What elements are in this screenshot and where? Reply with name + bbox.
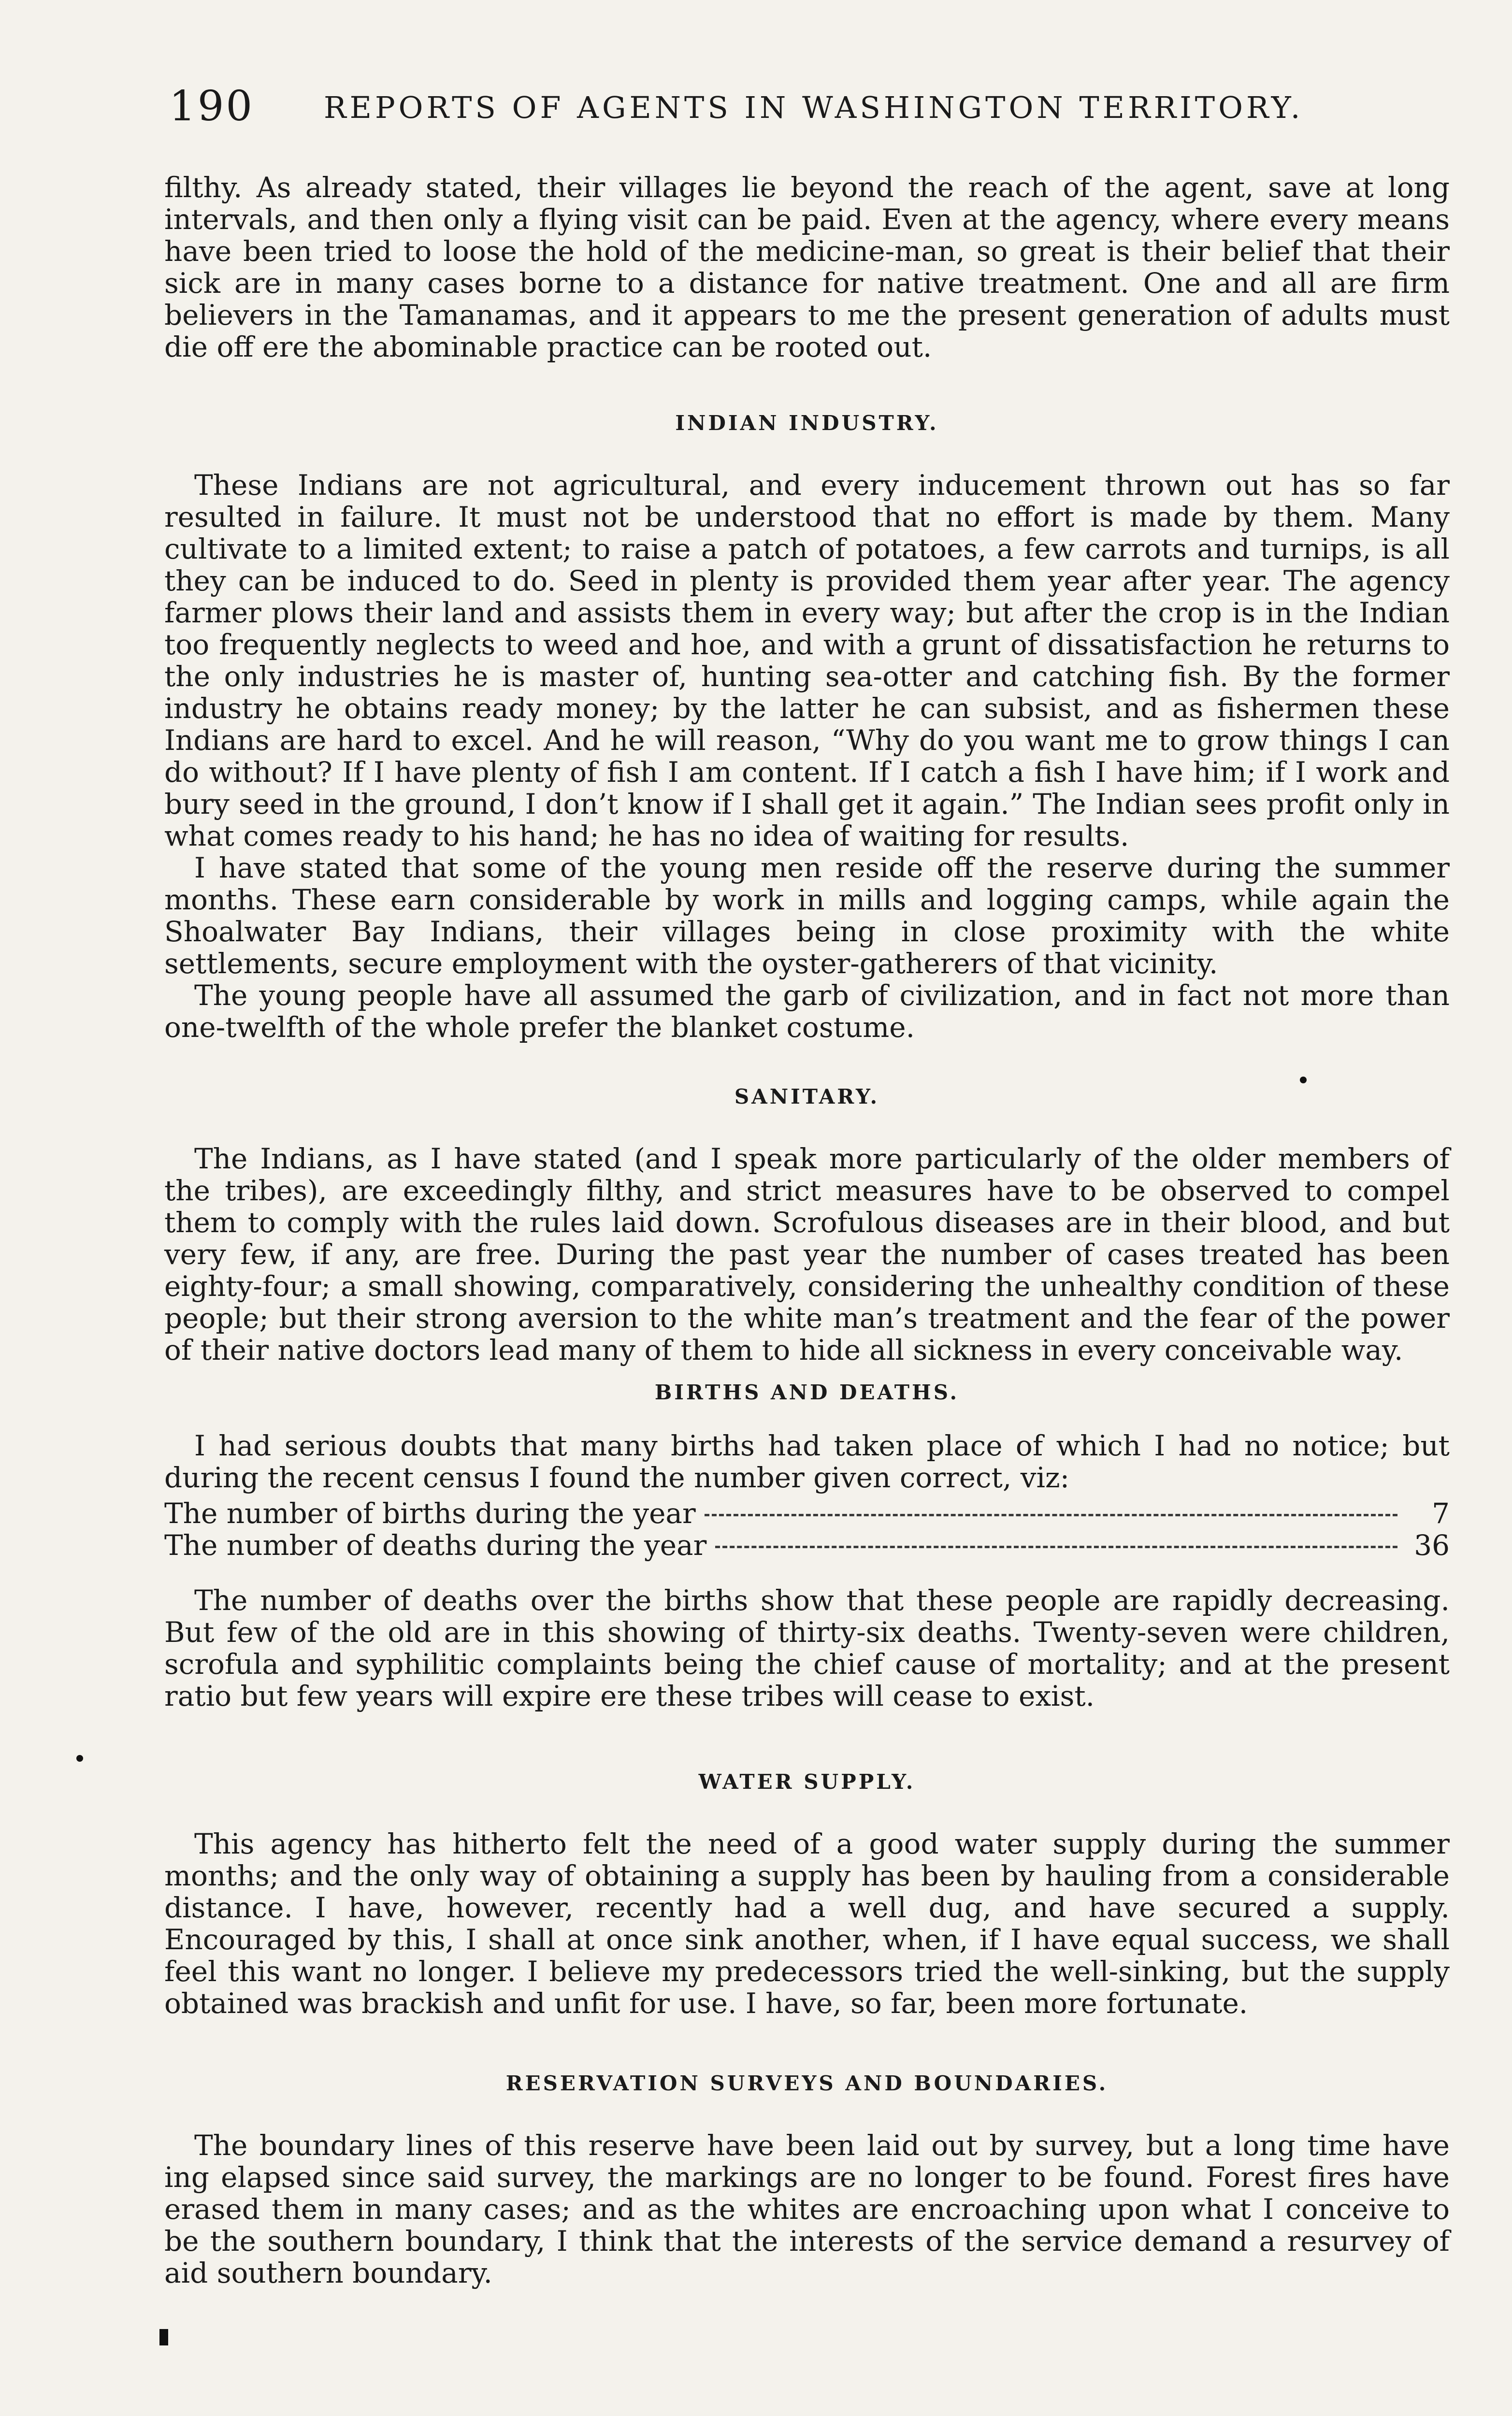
industry-paragraph-2: I have stated that some of the young men reside off the reserve during the summer months. These earn considerable by work in mills and logging camps, while again the Shoalwater Bay Indians, their villages being in close proximity with the white settlements, secure employment with the oyster-gatherers of that vicinity. <box>164 851 1450 980</box>
tally-label: The number of deaths during the year <box>164 1529 707 1562</box>
industry-paragraph-3: The young people have all assumed the garb of civilization, and in fact not more than one-twelfth of the whole prefer the blanket costume. <box>164 979 1450 1044</box>
ink-speck <box>1300 1077 1307 1083</box>
tally-row-births <box>164 1497 1450 1529</box>
births-deaths-tally <box>164 1497 1450 1561</box>
ink-mark <box>159 2329 168 2345</box>
industry-paragraph-1: These Indians are not agricultural, and every inducement thrown out has so far resulted in failure. It must not be understood that no effort is made by them. Many cultivate to a limited extent; to raise a patch of potatoes, a few carrots and turnips, is all they can be induced to do. Seed in plenty is provided them year after year. The agency farmer plows their land and assists them in every way; but after the crop is in the Indian too frequently neglects to weed and hoe, and with a grunt of dissatisfaction he returns to the only industries he is master of, hunting sea-otter and catching fish. By the former industry he obtains ready money; by the latter he can subsist, and as fishermen these Indians are hard to excel. And he will reason, “Why do you want me to grow things I can do without? If I have plenty of fish I am content. If I catch a fish I have him; if I work and bury seed in the ground, I don’t know if I shall get it again.” The Indian sees profit only in what comes ready to his hand; he has no idea of waiting for results. <box>164 469 1450 852</box>
dot-leader <box>715 1546 1397 1548</box>
running-title: REPORTS OF AGENTS IN WASHINGTON TERRITORY. <box>324 90 1304 125</box>
section-heading-sanitary: SANITARY. <box>734 1085 880 1108</box>
page-number: 190 <box>169 82 255 130</box>
section-heading-indian-industry: INDIAN INDUSTRY. <box>675 411 939 435</box>
tally-value: 7 <box>1432 1497 1450 1530</box>
births-intro-paragraph: I had serious doubts that many births had taken place of which I had no notice; but during the recent census I found the number given correct, viz: <box>164 1429 1450 1494</box>
dot-leader <box>705 1514 1397 1516</box>
water-supply-paragraph: This agency has hitherto felt the need of a good water supply during the summer months; and the only way of obtaining a supply has been by hauling from a considerable distance. I have, however, recently had a well dug, and have secured a supply. Encouraged by this, I shall at once sink another, when, if I have equal success, we shall feel this want no longer. I believe my predecessors tried the well-sinking, but the supply obtained was brackish and unfit for use. I have, so far, been more fortunate. <box>164 1827 1450 2020</box>
sanitary-paragraph: The Indians, as I have stated (and I speak more particularly of the older members of the tribes), are exceedingly filthy, and strict measures have to be observed to compel them to comply with the rules laid down. Scrofulous diseases are in their blood, and but very few, if any, are free. During the past year the number of cases treated has been eighty-four; a small showing, comparatively, considering the unhealthy condition of these people; but their strong aversion to the white man’s treatment and the fear of the power of their native doctors lead many of them to hide all sickness in every conceivable way. <box>164 1142 1450 1366</box>
intro-paragraph: filthy. As already stated, their villages lie beyond the reach of the agent, save at long intervals, and then only a flying visit can be paid. Even at the agency, where every means have been tried to loose the hold of the medicine-man, so great is their belief that their sick are in many cases borne to a distance for native treatment. One and all are firm believers in the Tamanamas, and it appears to me the present generation of adults must die off ere the abominable practice can be rooted out. <box>164 171 1450 363</box>
tally-label: The number of births during the year <box>164 1497 696 1530</box>
section-heading-water-supply: WATER SUPPLY. <box>698 1770 916 1794</box>
reservation-surveys-paragraph: The boundary lines of this reserve have been laid out by survey, but a long time have ing elapsed since said survey, the markings are no longer to be found. Forest fires have erased them in many cases; and as the whites are encroaching upon what I conceive to be the southern boundary, I think that the interests of the service demand a resurvey of aid southern boundary. <box>164 2129 1450 2289</box>
section-heading-reservation-surveys: RESERVATION SURVEYS AND BOUNDARIES. <box>505 2071 1109 2095</box>
margin-speck <box>76 1755 83 1762</box>
section-heading-births-deaths: BIRTHS AND DEATHS. <box>654 1381 960 1404</box>
tally-row-deaths <box>164 1529 1450 1561</box>
tally-value: 36 <box>1414 1529 1450 1562</box>
births-outro-paragraph: The number of deaths over the births show that these people are rapidly decreasing. But few of the old are in this showing of thirty-six deaths. Twenty-seven were children, scrofula and syphilitic complaints being the chief cause of mortality; and at the present ratio but few years will expire ere these tribes will cease to exist. <box>164 1584 1450 1712</box>
page-body <box>164 172 1450 2289</box>
page-header <box>169 82 1310 140</box>
